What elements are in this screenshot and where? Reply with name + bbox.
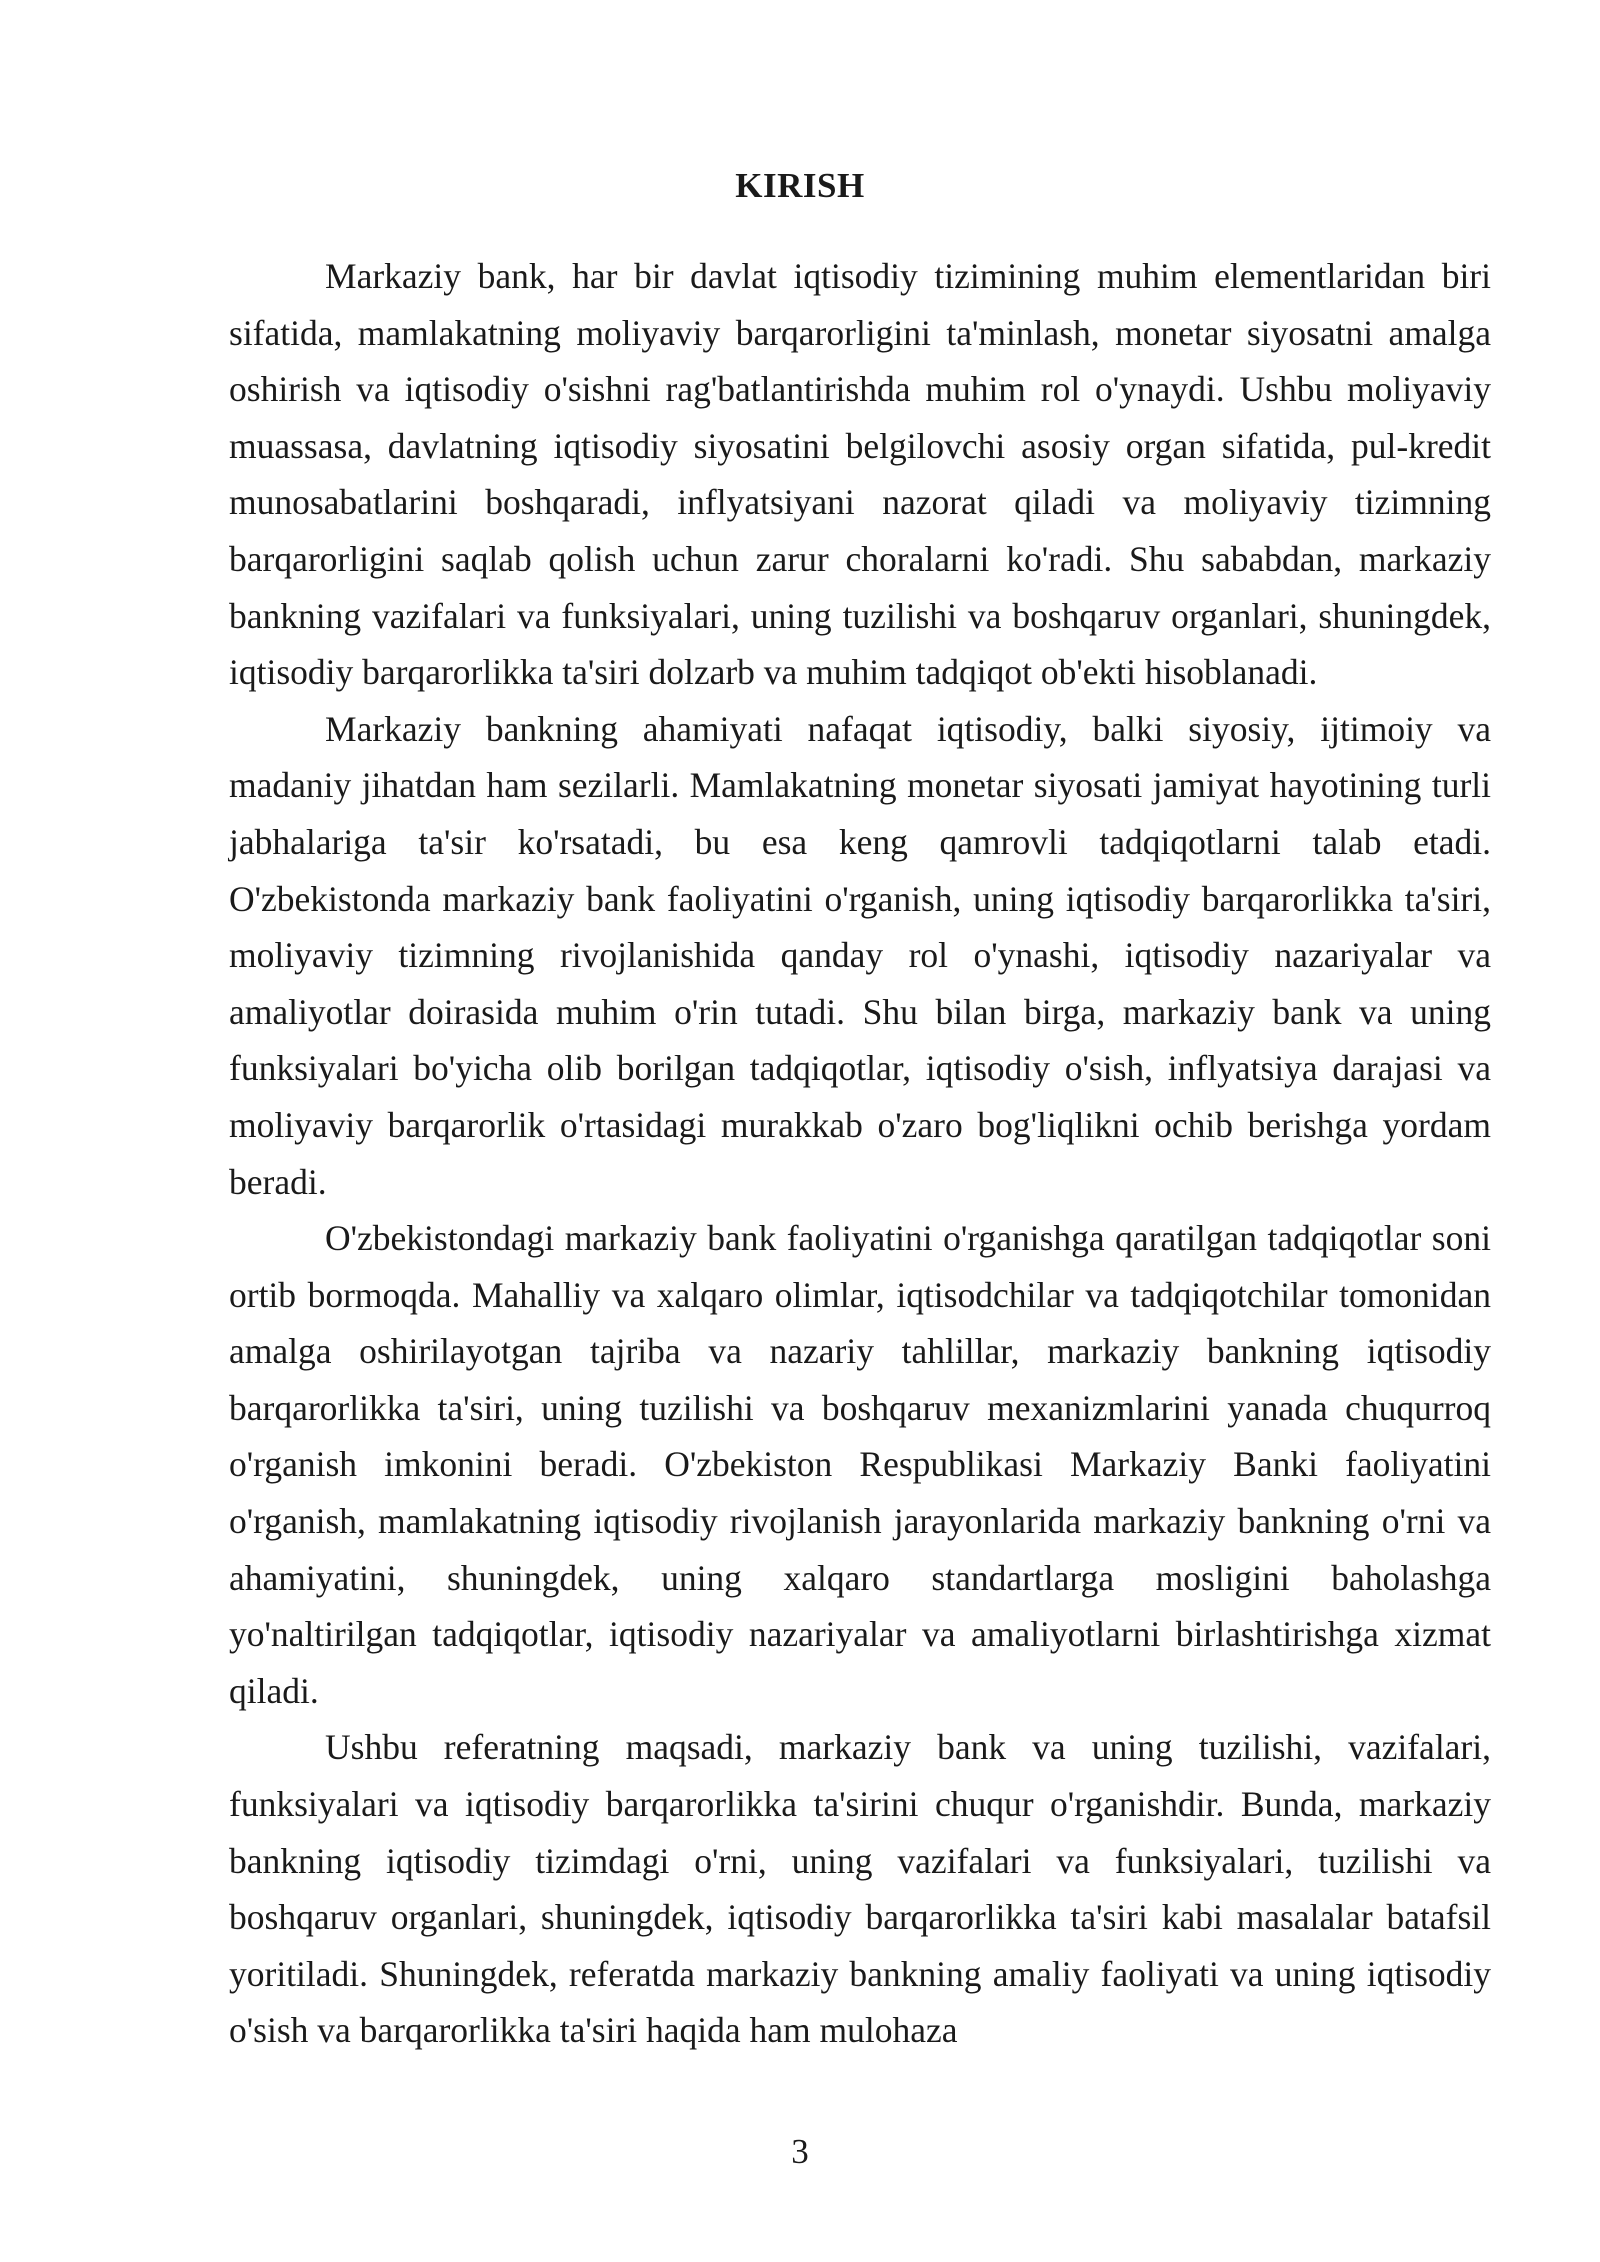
paragraph-4: Ushbu referatning maqsadi, markaziy bank va uning tuzilishi, vazifalari, funksiyalari va iqtisodiy barqarorlikka ta'sirini chuqur o'rganishdir. Bunda, markaziy bankning iqtisodiy tizimdagi o'rni, uning vazifalari va funksiyalari, tuzilishi va boshqaruv organlari, shuningdek, iqtisodiy barqarorlikka ta'siri kabi masalalar batafsil yoritiladi. Shuningdek, referatda markaziy bankning amaliy faoliyati va uning iqtisodiy o'sish va barqarorlikka ta'siri haqida ham mulohaza (229, 1727, 1491, 2051)
paragraph-3: O'zbekistondagi markaziy bank faoliyatini o'rganishga qaratilgan tadqiqotlar soni ortib bormoqda. Mahalliy va xalqaro olimlar, iqtisodchilar va tadqiqotchilar tomonidan amalga oshirilayotgan tajriba va nazariy tahlillar, markaziy bankning iqtisodiy barqarorlikka ta'siri, uning tuzilishi va boshqaruv mexanizmlarini yanada chuqurroq o'rganish imkonini beradi. O'zbekiston Respublikasi Markaziy Banki faoliyatini o'rganish, mamlakatning iqtisodiy rivojlanish jarayonlarida markaziy bankning o'rni va ahamiyatini, shuningdek, uning xalqaro standartlarga mosligini baholashga yo'naltirilgan tadqiqotlar, iqtisodiy nazariyalar va amaliyotlarni birlashtirishga xizmat qiladi. (229, 1218, 1491, 1711)
page-number: 3 (791, 2132, 809, 2171)
paragraph-2: Markaziy bankning ahamiyati nafaqat iqtisodiy, balki siyosiy, ijtimoiy va madaniy jihatdan ham sezilarli. Mamlakatning monetar siyosati jamiyat hayotining turli jabhalariga ta'sir ko'rsatadi, bu esa keng qamrovli tadqiqotlarni talab etadi. O'zbekistonda markaziy bank faoliyatini o'rganish, uning iqtisodiy barqarorlikka ta'siri, moliyaviy tizimning rivojlanishida qanday rol o'ynashi, iqtisodiy nazariyalar va amaliyotlar doirasida muhim o'rin tutadi. Shu bilan birga, markaziy bank va uning funksiyalari bo'yicha olib borilgan tadqiqotlar, iqtisodiy o'sish, inflyatsiya darajasi va moliyaviy barqarorlik o'rtasidagi murakkab o'zaro bog'liqlikni ochib berishga yordam beradi. (229, 708, 1491, 1202)
paragraph-1: Markaziy bank, har bir davlat iqtisodiy tizimining muhim elementlaridan biri sifatida, mamlakatning moliyaviy barqarorligini ta'minlash, monetar siyosatni amalga oshirish va iqtisodiy o'sishni rag'batlantirishda muhim rol o'ynaydi. Ushbu moliyaviy muassasa, davlatning iqtisodiy siyosatini belgilovchi asosiy organ sifatida, pul-kredit munosabatlarini boshqaradi, inflyatsiyani nazorat qiladi va moliyaviy tizimning barqarorligini saqlab qolish uchun zarur choralarni ko'radi. Shu sababdan, markaziy bankning vazifalari va funksiyalari, uning tuzilishi va boshqaruv organlari, shuningdek, iqtisodiy barqarorlikka ta'siri dolzarb va muhim tadqiqot ob'ekti hisoblanadi. (229, 256, 1491, 693)
page-title: KIRISH (735, 166, 865, 205)
body-text (229, 248, 1491, 2059)
